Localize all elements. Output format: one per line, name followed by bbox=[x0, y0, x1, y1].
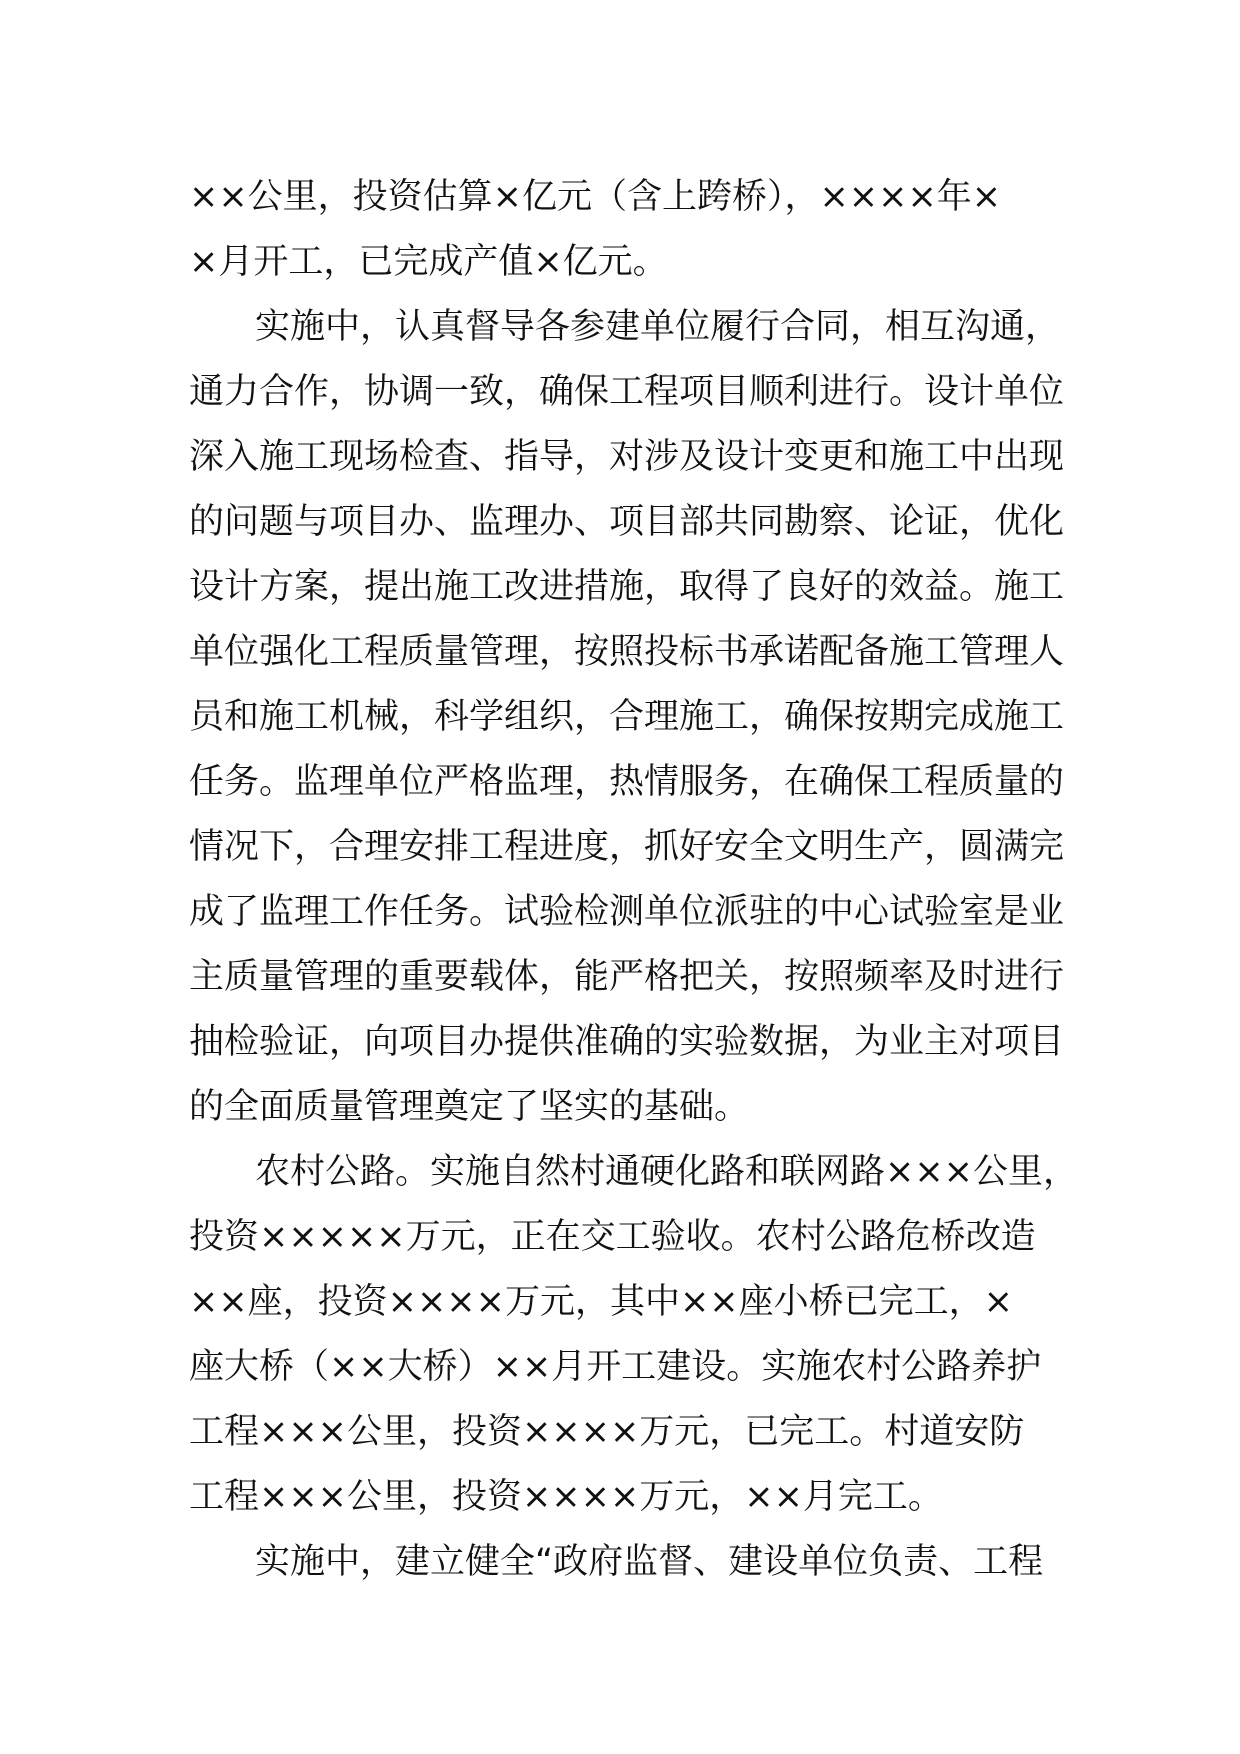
text-line: ××座，投资××××万元，其中××座小桥已完工，× bbox=[189, 1282, 1013, 1322]
text-line: ×月开工，已完成产值×亿元。 bbox=[189, 242, 668, 282]
text-line: 员和施工机械，科学组织，合理施工，确保按期完成施工 bbox=[189, 697, 1065, 737]
text-line: 深入施工现场检查、指导，对涉及设计变更和施工中出现 bbox=[189, 437, 1065, 477]
text-line: ××公里，投资估算×亿元（含上跨桥），××××年× bbox=[189, 177, 1002, 217]
document-body bbox=[189, 165, 1089, 1595]
text-line: 抽检验证，向项目办提供准确的实验数据，为业主对项目 bbox=[189, 1022, 1065, 1062]
text-line: 主质量管理的重要载体，能严格把关，按照频率及时进行 bbox=[189, 957, 1065, 997]
paragraph-start-line: 实施中，建立健全“政府监督、建设单位负责、工程 bbox=[255, 1542, 1044, 1582]
text-line: 通力合作，协调一致，确保工程项目顺利进行。设计单位 bbox=[189, 372, 1065, 412]
text-line: 投资×××××万元，正在交工验收。农村公路危桥改造 bbox=[189, 1217, 1036, 1257]
text-line: 情况下，合理安排工程进度，抓好安全文明生产，圆满完 bbox=[189, 827, 1065, 867]
text-line: 座大桥（××大桥）××月开工建设。实施农村公路养护 bbox=[189, 1347, 1042, 1387]
text-line: 单位强化工程质量管理，按照投标书承诺配备施工管理人 bbox=[189, 632, 1065, 672]
text-line: 的问题与项目办、监理办、项目部共同勘察、论证，优化 bbox=[189, 502, 1065, 542]
text-line: 工程×××公里，投资××××万元，××月完工。 bbox=[189, 1477, 943, 1517]
text-line: 成了监理工作任务。试验检测单位派驻的中心试验室是业 bbox=[189, 892, 1065, 932]
text-line: 工程×××公里，投资××××万元，已完工。村道安防 bbox=[189, 1412, 1025, 1452]
text-line: 的全面质量管理奠定了坚实的基础。 bbox=[189, 1087, 750, 1127]
paragraph-start-line: 实施中，认真督导各参建单位履行合同，相互沟通， bbox=[255, 307, 1061, 347]
text-line: 设计方案，提出施工改进措施，取得了良好的效益。施工 bbox=[189, 567, 1065, 607]
text-line: 任务。监理单位严格监理，热情服务，在确保工程质量的 bbox=[189, 762, 1065, 802]
paragraph-start-line: 农村公路。实施自然村通硬化路和联网路×××公里， bbox=[255, 1152, 1078, 1192]
